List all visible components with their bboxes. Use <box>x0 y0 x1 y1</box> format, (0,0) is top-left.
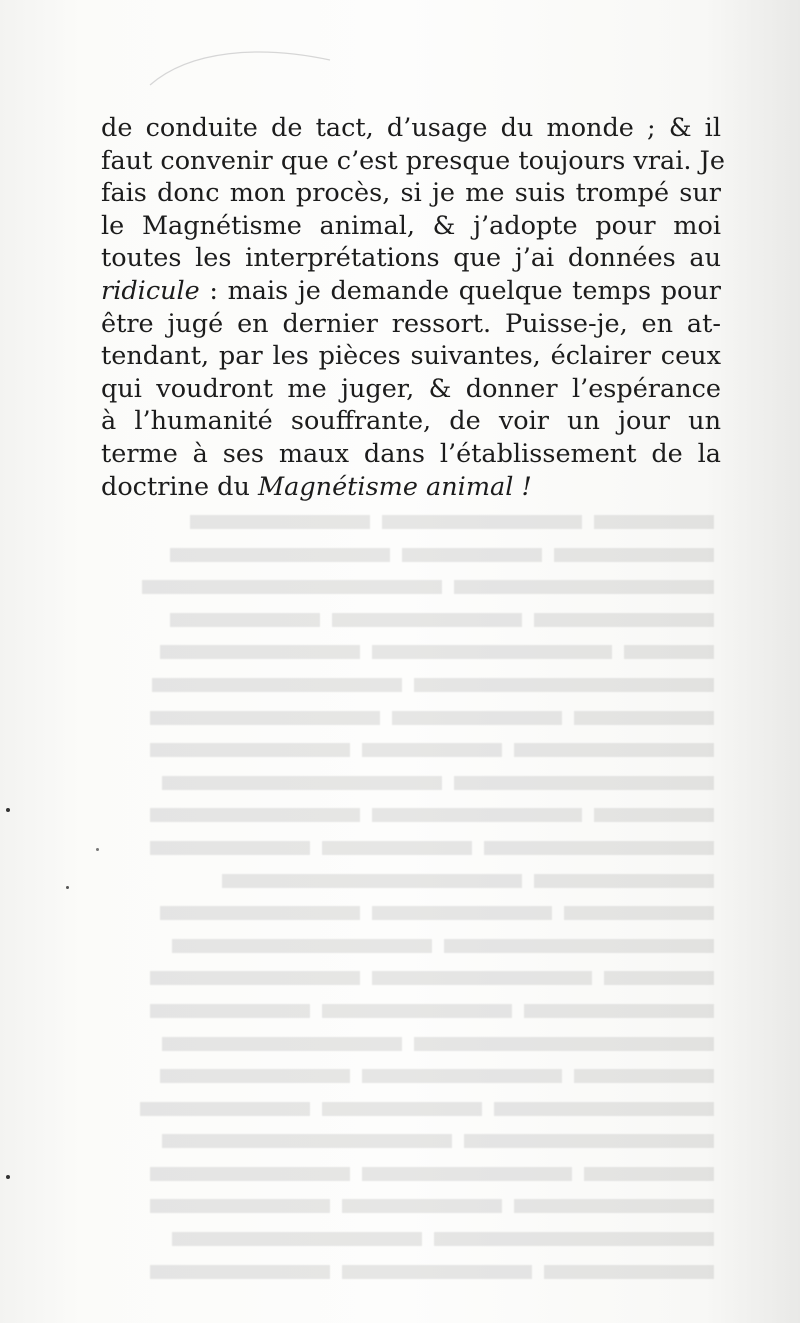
italic-text: Magnétisme animal ! <box>258 471 532 502</box>
text-segment: le Magnétisme animal, & j’adopte pour moi <box>101 210 721 241</box>
body-text <box>101 112 725 503</box>
text-segment: faut convenir que c’est presque toujours vrai. Je <box>101 145 725 176</box>
text-line <box>101 308 721 341</box>
text-line <box>101 373 721 406</box>
text-line <box>101 210 721 243</box>
text-segment: : mais je demande quelque temps pour <box>199 275 721 306</box>
text-line <box>101 405 721 438</box>
text-segment: fais donc mon procès, si je me suis trompé sur <box>101 178 721 209</box>
text-line <box>101 177 721 210</box>
text-line <box>101 242 721 275</box>
text-segment: terme à ses maux dans l’établissement de la <box>101 438 721 469</box>
text-line <box>101 112 721 145</box>
bleed-through <box>100 505 720 1287</box>
paper-crease <box>140 40 340 100</box>
ink-speck <box>6 1175 10 1179</box>
text-segment: toutes les interprétations que j’ai données au <box>101 243 721 274</box>
text-line <box>101 340 721 373</box>
text-segment: de conduite de tact, d’usage du monde ; & il <box>101 113 721 143</box>
text-line <box>101 275 721 308</box>
text-segment: être jugé en dernier ressort. Puisse-je, en at- <box>101 308 721 339</box>
italic-text: ridicule <box>101 275 200 306</box>
text-segment: doctrine du <box>101 471 259 502</box>
ink-speck <box>96 848 99 851</box>
text-segment: qui voudront me juger, & donner l’espérance <box>101 373 721 404</box>
text-line <box>101 471 721 504</box>
text-line <box>101 438 721 471</box>
ink-speck <box>6 808 10 812</box>
text-segment: à l’humanité souffrante, de voir un jour un <box>101 406 721 437</box>
text-segment: tendant, par les pièces suivantes, éclairer ceux <box>101 341 721 372</box>
ink-speck <box>66 886 69 889</box>
text-line <box>101 145 725 178</box>
